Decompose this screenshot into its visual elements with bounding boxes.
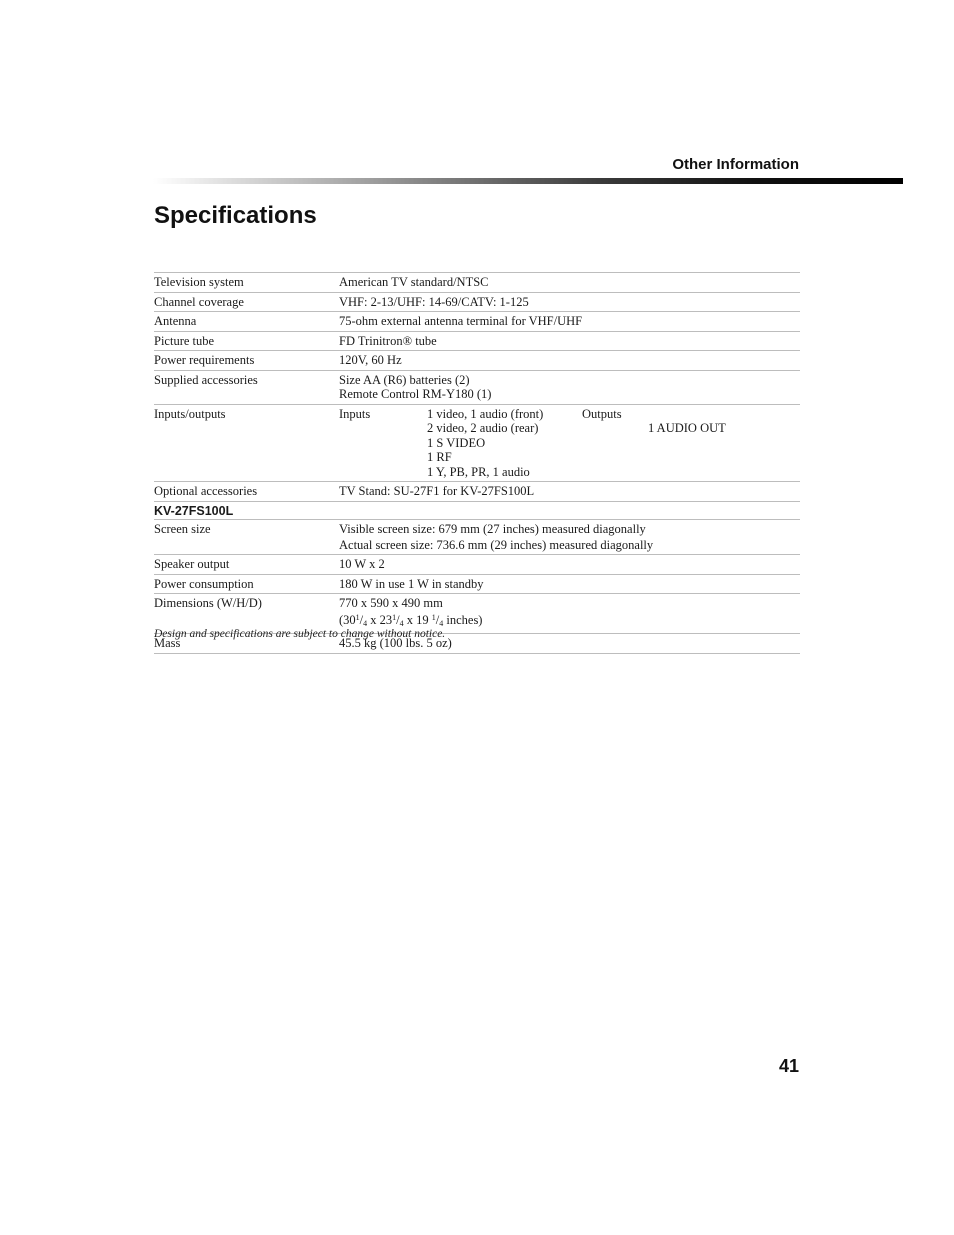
outputs-list bbox=[648, 407, 800, 480]
page-number: 41 bbox=[778, 1056, 799, 1076]
spec-row-television-system bbox=[154, 272, 800, 292]
spec-value: VHF: 2-13/UHF: 14-69/CATV: 1-125 bbox=[339, 294, 529, 309]
spec-label: Television system bbox=[154, 275, 244, 289]
dim-denominator: 4 bbox=[399, 618, 404, 628]
input-item: 2 video, 2 audio (rear) bbox=[427, 421, 539, 435]
spec-value: 75-ohm external antenna terminal for VHF/UHF bbox=[339, 314, 583, 328]
dim-denominator: 4 bbox=[363, 618, 368, 628]
dim-text: inches) bbox=[443, 612, 483, 627]
spec-row-dimensions bbox=[154, 593, 800, 633]
spec-value-line: Size AA (R6) batteries (2) bbox=[339, 372, 470, 387]
spec-row-speaker-output bbox=[154, 554, 800, 574]
input-item: 1 video, 1 audio (front) bbox=[427, 406, 544, 421]
footnote: Design and specifications are subject to change without notice. bbox=[154, 628, 446, 640]
spec-value: 45.5 kg (100 lbs. 5 oz) bbox=[339, 636, 452, 650]
spec-label: Inputs/outputs bbox=[154, 406, 226, 421]
spec-label: Power consumption bbox=[154, 576, 254, 591]
dimensions-imperial: ($30^1/_4$ x $23^1/_4$ x 19 $^1/_4$ inches) bbox=[339, 612, 483, 628]
spec-value-line: Actual screen size: 736.6 mm (29 inches) measured diagonally bbox=[339, 537, 654, 552]
spec-label: Power requirements bbox=[154, 353, 255, 367]
spec-row-screen-size bbox=[154, 519, 800, 554]
spec-value-line: Remote Control RM-Y180 (1) bbox=[339, 387, 492, 401]
io-grid bbox=[339, 407, 800, 480]
inputs-label: Inputs bbox=[339, 406, 371, 421]
spec-label: Supplied accessories bbox=[154, 372, 258, 387]
dim-numerator: 1 bbox=[355, 612, 360, 622]
spec-value bbox=[339, 373, 800, 402]
spec-row-power-requirements bbox=[154, 350, 800, 370]
spec-label: Channel coverage bbox=[154, 294, 244, 309]
input-item: 1 Y, PB, PR, 1 audio bbox=[427, 464, 530, 479]
spec-label: Mass bbox=[154, 636, 181, 650]
section-header: Other Information bbox=[672, 156, 799, 173]
dim-text: x 19 bbox=[403, 612, 432, 627]
spec-label: Optional accessories bbox=[154, 484, 258, 498]
spec-label: Dimensions (W/H/D) bbox=[154, 596, 262, 610]
spec-row-optional-accessories bbox=[154, 481, 800, 501]
dimensions-metric: 770 x 590 x 490 mm bbox=[339, 596, 443, 610]
spec-value bbox=[339, 522, 800, 552]
dim-text: x 23 bbox=[367, 612, 393, 627]
outputs-spacer bbox=[648, 407, 800, 422]
spec-value: American TV standard/NTSC bbox=[339, 275, 489, 289]
spec-value: FD Trinitron® tube bbox=[339, 333, 437, 348]
spec-value: 120V, 60 Hz bbox=[339, 353, 402, 367]
page-title: Specifications bbox=[154, 202, 317, 229]
spec-value-line: Visible screen size: 679 mm (27 inches) measured diagonally bbox=[339, 522, 646, 536]
spec-label: Screen size bbox=[154, 522, 211, 536]
spec-value: 180 W in use 1 W in standby bbox=[339, 576, 484, 591]
input-item: 1 RF bbox=[427, 450, 452, 464]
outputs-label: Outputs bbox=[582, 406, 622, 421]
spec-row-power-consumption bbox=[154, 574, 800, 594]
output-item: 1 AUDIO OUT bbox=[648, 421, 726, 435]
spec-row-antenna bbox=[154, 311, 800, 331]
spec-label: Speaker output bbox=[154, 557, 230, 571]
header-rule bbox=[153, 178, 903, 184]
model-heading: KV-27FS100L bbox=[154, 501, 800, 520]
dim-numerator: 1 bbox=[431, 612, 436, 622]
dim-text: (30 bbox=[339, 612, 356, 627]
spec-value: TV Stand: SU-27F1 for KV-27FS100L bbox=[339, 484, 535, 498]
spec-row-channel-coverage bbox=[154, 292, 800, 312]
spec-table bbox=[154, 272, 800, 654]
spec-row-picture-tube bbox=[154, 331, 800, 351]
spec-label: Antenna bbox=[154, 314, 197, 328]
spec-value bbox=[339, 596, 800, 631]
spec-value: 10 W x 2 bbox=[339, 557, 385, 571]
spec-row-supplied-accessories bbox=[154, 370, 800, 404]
input-item: 1 S VIDEO bbox=[427, 435, 486, 450]
inputs-list bbox=[427, 407, 582, 480]
dim-numerator: 1 bbox=[392, 612, 397, 622]
dim-denominator: 4 bbox=[439, 618, 444, 628]
spec-row-inputs-outputs bbox=[154, 404, 800, 482]
spec-label: Picture tube bbox=[154, 333, 215, 348]
